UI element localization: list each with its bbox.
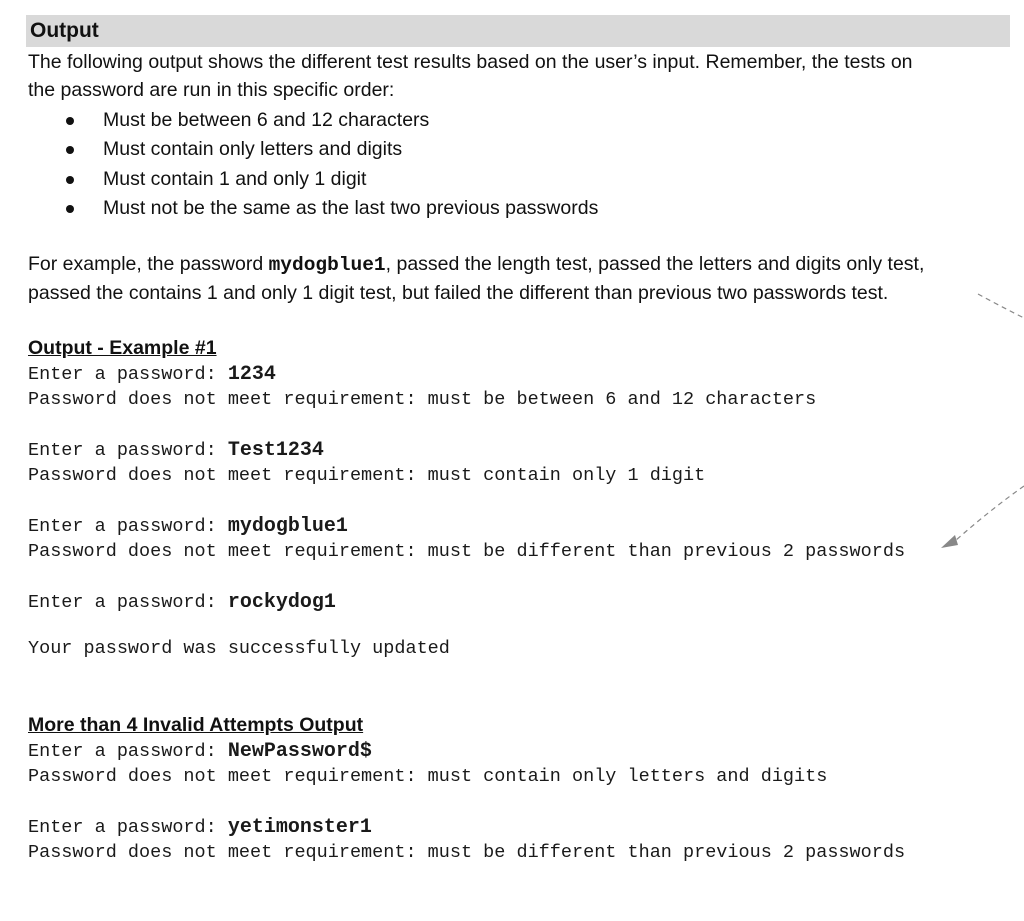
console-prompt-line: Enter a password: NewPassword$ — [28, 740, 372, 763]
console-success-line: Your password was successfully updated — [28, 638, 450, 659]
callout-line-bottom — [955, 486, 1024, 541]
console-result-line: Password does not meet requirement: must contain only 1 digit — [28, 465, 706, 486]
console-input-value: mydogblue1 — [227, 515, 348, 538]
invalid-attempts-title: More than 4 Invalid Attempts Output — [28, 714, 364, 736]
console-prompt-line: Enter a password: Test1234 — [28, 439, 324, 462]
intro-line-2: the password are run in this specific order: — [28, 79, 395, 101]
console-prompt-line: Enter a password: rockydog1 — [28, 591, 336, 614]
console-prompt-line: Enter a password: mydogblue1 — [28, 515, 348, 538]
console-input-value: yetimonster1 — [227, 816, 372, 839]
rules-list — [62, 106, 598, 223]
rule-item: Must not be the same as the last two previous passwords — [62, 194, 598, 223]
section-heading-bar — [26, 15, 1010, 47]
example-password: mydogblue1 — [268, 254, 386, 276]
console-input-value: NewPassword$ — [227, 740, 372, 763]
console-input-value: rockydog1 — [227, 591, 336, 614]
intro-line-1: The following output shows the different test results based on the user’s input. Remember, the tests on — [28, 51, 913, 73]
rule-item: Must be between 6 and 12 characters — [62, 106, 598, 135]
section-heading: Output — [30, 19, 99, 42]
console-input-value: Test1234 — [227, 439, 324, 462]
example1-title: Output - Example #1 — [28, 337, 217, 359]
arrowhead-icon — [941, 535, 958, 548]
console-result-line: Password does not meet requirement: must contain only letters and digits — [28, 766, 828, 787]
bullet-icon — [66, 146, 74, 154]
bullet-icon — [66, 205, 74, 213]
bullet-icon — [66, 117, 74, 125]
console-input-value: 1234 — [227, 363, 276, 386]
intro-paragraph — [28, 48, 1013, 104]
console-prompt-line: Enter a password: 1234 — [28, 363, 276, 386]
bullet-icon — [66, 176, 74, 184]
console-prompt-line: Enter a password: yetimonster1 — [28, 816, 372, 839]
console-result-line: Password does not meet requirement: must be different than previous 2 passwords — [28, 541, 906, 562]
example-paragraph: For example, the password mydogblue1, passed the length test, passed the letters and digits only test, passed the contains 1 and only 1 digit test, but failed the different than previous two passwords test. — [28, 253, 925, 304]
example-paragraph-line-2: passed the contains 1 and only 1 digit test, but failed the different than previous two passwords test. — [28, 282, 889, 304]
rule-item: Must contain only letters and digits — [62, 135, 598, 164]
console-result-line: Password does not meet requirement: must be different than previous 2 passwords — [28, 842, 906, 863]
rule-item: Must contain 1 and only 1 digit — [62, 165, 598, 194]
console-result-line: Password does not meet requirement: must be between 6 and 12 characters — [28, 389, 817, 410]
